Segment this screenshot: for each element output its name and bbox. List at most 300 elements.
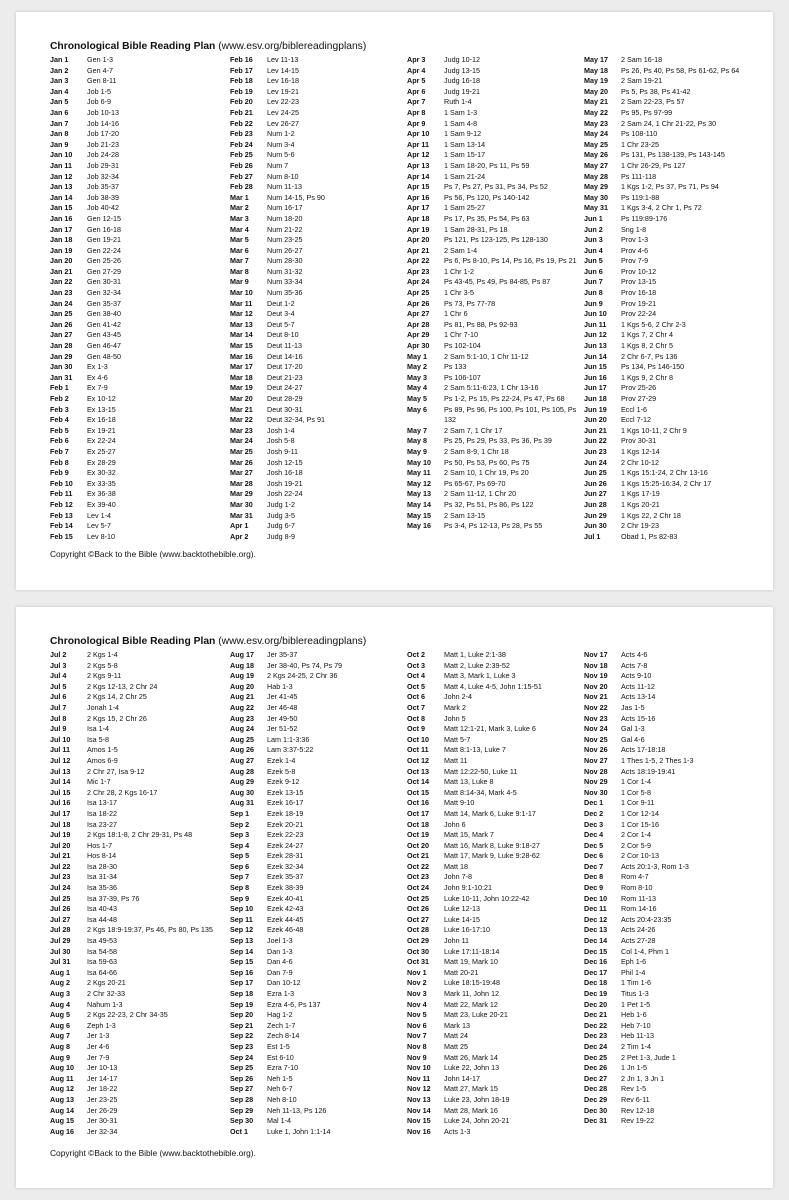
reading-entry xyxy=(50,894,228,905)
entry-date: Jul 26 xyxy=(50,904,71,914)
reading-entry xyxy=(50,809,228,820)
reading-entry xyxy=(584,1010,762,1021)
reading-entry xyxy=(50,841,228,852)
reading-entry xyxy=(50,957,228,968)
entry-reading: Ps 17, Ps 35, Ps 54, Ps 63 xyxy=(444,213,530,223)
reading-entry xyxy=(584,978,762,989)
reading-entry xyxy=(230,936,408,947)
entry-reading: Gen 12-15 xyxy=(87,213,121,223)
reading-entry xyxy=(50,904,228,915)
entry-date: Mar 13 xyxy=(230,319,253,329)
reading-entry xyxy=(407,447,585,458)
entry-date: Feb 11 xyxy=(50,489,73,499)
entry-reading: Lam 3:37-5:22 xyxy=(267,745,314,755)
entry-reading: Ps 32, Ps 51, Ps 86, Ps 122 xyxy=(444,499,534,509)
entry-reading: Deut 32-34, Ps 91 xyxy=(267,415,325,425)
reading-entry xyxy=(230,394,408,405)
entry-reading: 2 Cor 10-13 xyxy=(621,851,659,861)
entry-reading: Acts 20:1-3, Rom 1-3 xyxy=(621,861,689,871)
entry-reading: Ezek 44-45 xyxy=(267,914,304,924)
reading-entry xyxy=(50,788,228,799)
entry-date: Jul 4 xyxy=(50,671,67,681)
reading-entry xyxy=(230,1010,408,1021)
entry-date: Aug 11 xyxy=(50,1073,74,1083)
entry-date: May 20 xyxy=(584,86,608,96)
entry-date: Apr 29 xyxy=(407,330,430,340)
reading-entry xyxy=(230,415,408,426)
reading-entry xyxy=(50,1010,228,1021)
entry-date: Jul 18 xyxy=(50,819,71,829)
entry-reading: 2 Kgs 14, 2 Chr 25 xyxy=(87,692,147,702)
entry-date: Nov 27 xyxy=(584,755,608,765)
entry-reading: 1 Sam 1-3 xyxy=(444,107,478,117)
reading-entry xyxy=(50,862,228,873)
entry-date: Oct 17 xyxy=(407,808,429,818)
reading-entry xyxy=(407,76,585,87)
entry-date: Apr 10 xyxy=(407,129,430,139)
entry-reading: Deut 21-23 xyxy=(267,372,303,382)
reading-entry xyxy=(584,862,762,873)
entry-reading: Heb 1-6 xyxy=(621,1010,647,1020)
reading-entry xyxy=(50,489,228,500)
entry-reading: Jer 49-50 xyxy=(267,713,298,723)
entry-date: Sep 26 xyxy=(230,1073,254,1083)
entry-reading: Est 6-10 xyxy=(267,1052,294,1062)
reading-entry xyxy=(584,1021,762,1032)
entry-reading: 1 Kgs 5-6, 2 Chr 2-3 xyxy=(621,319,686,329)
entry-date: Jan 3 xyxy=(50,76,69,86)
entry-reading: 1 Kgs 7, 2 Chr 4 xyxy=(621,330,673,340)
entry-date: Jun 14 xyxy=(584,351,607,361)
entry-date: Nov 28 xyxy=(584,766,608,776)
entry-reading: 1 Chr 26-29, Ps 127 xyxy=(621,160,686,170)
entry-reading: Matt 4, Luke 4-5, John 1:15-51 xyxy=(444,681,542,691)
entry-date: Aug 28 xyxy=(230,766,254,776)
reading-entry xyxy=(50,989,228,1000)
reading-entry xyxy=(407,692,585,703)
reading-entry xyxy=(407,862,585,873)
reading-entry xyxy=(584,458,762,469)
reading-entry xyxy=(230,436,408,447)
reading-entry xyxy=(584,436,762,447)
entry-reading: 2 Sam 11-12, 1 Chr 20 xyxy=(444,489,517,499)
entry-reading: 1 Kgs 17-19 xyxy=(621,489,660,499)
entry-reading: Lev 19-21 xyxy=(267,86,299,96)
entry-date: Mar 2 xyxy=(230,203,249,213)
entry-date: Sep 3 xyxy=(230,830,250,840)
entry-date: Dec 12 xyxy=(584,914,608,924)
entry-reading: Isa 37-39, Ps 76 xyxy=(87,893,140,903)
entry-reading: Ezra 1-3 xyxy=(267,989,295,998)
entry-reading: Gen 4-7 xyxy=(87,65,113,75)
entry-date: Apr 17 xyxy=(407,203,430,213)
entry-reading: Num 31-32 xyxy=(267,266,303,276)
entry-date: Mar 6 xyxy=(230,245,249,255)
reading-entry xyxy=(50,714,228,725)
entry-reading: Deut 11-13 xyxy=(267,341,303,351)
entry-date: Jul 28 xyxy=(50,925,71,935)
page-title xyxy=(50,41,366,52)
entry-reading: Deut 24-27 xyxy=(267,383,303,393)
reading-entry xyxy=(407,87,585,98)
entry-reading: Gen 27-29 xyxy=(87,266,121,276)
reading-entry xyxy=(50,150,228,161)
reading-entry xyxy=(230,788,408,799)
reading-entry xyxy=(230,309,408,320)
entry-date: Feb 2 xyxy=(50,394,69,403)
entry-reading: Matt 12:22-50, Luke 11 xyxy=(444,766,518,776)
entry-date: Jan 4 xyxy=(50,86,69,96)
entry-reading: Matt 8:1-13, Luke 7 xyxy=(444,745,506,755)
reading-entry xyxy=(584,989,762,1000)
entry-reading: 2 Sam 10, 1 Chr 19, Ps 20 xyxy=(444,468,529,478)
entry-date: Jan 7 xyxy=(50,118,69,128)
reading-entry xyxy=(230,1053,408,1064)
entry-date: Nov 2 xyxy=(407,978,427,988)
reading-entry xyxy=(584,735,762,746)
entry-reading: Prov 25-26 xyxy=(621,383,657,393)
reading-entry xyxy=(50,724,228,735)
entry-reading: Num 8-10 xyxy=(267,171,299,181)
entry-reading: 2 Sam 22-23, Ps 57 xyxy=(621,97,685,107)
entry-reading: Hab 1-3 xyxy=(267,681,293,691)
page-title xyxy=(50,636,366,647)
entry-date: Jul 5 xyxy=(50,681,67,691)
entry-date: Apr 26 xyxy=(407,298,430,308)
entry-reading: Ps 6, Ps 8-10, Ps 14, Ps 16, Ps 19, Ps 21 xyxy=(444,256,577,266)
entry-reading: Ex 13-15 xyxy=(87,404,116,414)
entry-date: Sep 14 xyxy=(230,946,254,956)
entry-reading: 1 Kgs 20-21 xyxy=(621,499,660,509)
entry-date: Mar 27 xyxy=(230,468,253,478)
entry-date: Oct 14 xyxy=(407,777,429,787)
entry-date: Jun 13 xyxy=(584,341,607,351)
entry-date: Mar 28 xyxy=(230,478,253,488)
entry-reading: 2 Sam 24, 1 Chr 21-22, Ps 30 xyxy=(621,118,717,128)
entry-reading: 1 Sam 15-17 xyxy=(444,150,486,160)
entry-date: May 18 xyxy=(584,65,608,75)
entry-date: Jul 19 xyxy=(50,830,71,840)
entry-reading: Neh 11-13, Ps 126 xyxy=(267,1105,327,1115)
entry-reading: Num 5-6 xyxy=(267,150,295,160)
entry-reading: Ezra 4-6, Ps 137 xyxy=(267,999,321,1009)
reading-entry xyxy=(407,735,585,746)
entry-date: Apr 24 xyxy=(407,277,430,287)
entry-reading: Mal 1-4 xyxy=(267,1116,291,1126)
entry-reading: Jer 26-29 xyxy=(87,1105,118,1115)
entry-reading: Acts 27-28 xyxy=(621,936,656,946)
entry-reading: Lev 8-10 xyxy=(87,531,115,541)
entry-reading: Heb 7-10 xyxy=(621,1020,651,1030)
entry-date: Dec 16 xyxy=(584,957,608,967)
entry-reading: Zeph 1-3 xyxy=(87,1020,116,1030)
entry-reading: Jer 32-34 xyxy=(87,1126,118,1136)
reading-entry xyxy=(584,394,762,405)
reading-entry xyxy=(584,468,762,479)
entry-reading: Rom 14-16 xyxy=(621,904,657,914)
reading-entry xyxy=(230,989,408,1000)
entry-date: Sep 19 xyxy=(230,999,254,1009)
entry-reading: Ps 73, Ps 77-78 xyxy=(444,298,496,308)
entry-reading: 1 Cor 9-11 xyxy=(621,798,655,808)
entry-reading: Lev 26-27 xyxy=(267,118,299,128)
reading-column-1 xyxy=(50,55,228,542)
entry-date: Oct 29 xyxy=(407,936,429,946)
reading-entry xyxy=(584,532,762,543)
entry-reading: Luke 22, John 13 xyxy=(444,1063,500,1073)
reading-entry xyxy=(584,947,762,958)
entry-date: Jul 27 xyxy=(50,914,71,924)
entry-reading: Deut 30-31 xyxy=(267,404,303,414)
entry-date: Oct 5 xyxy=(407,681,425,691)
entry-reading: Ps 1-2, Ps 15, Ps 22-24, Ps 47, Ps 68 xyxy=(444,394,565,403)
reading-entry xyxy=(407,714,585,725)
entry-reading: Job 21-23 xyxy=(87,139,119,149)
reading-entry xyxy=(407,1127,585,1138)
reading-entry xyxy=(407,172,585,183)
reading-entry xyxy=(50,172,228,183)
entry-date: Nov 12 xyxy=(407,1084,431,1094)
entry-reading: Isa 28-30 xyxy=(87,861,117,871)
reading-entry xyxy=(50,373,228,384)
entry-date: Jan 27 xyxy=(50,330,73,340)
entry-reading: Matt 9-10 xyxy=(444,798,475,808)
reading-entry xyxy=(584,172,762,183)
entry-date: Nov 16 xyxy=(407,1126,431,1136)
entry-reading: Rev 1-5 xyxy=(621,1084,647,1094)
entry-date: Dec 24 xyxy=(584,1041,608,1051)
entry-date: Oct 1 xyxy=(230,1126,248,1136)
entry-date: Jun 7 xyxy=(584,277,603,287)
entry-date: Mar 22 xyxy=(230,415,253,425)
entry-reading: Prov 4-6 xyxy=(621,245,649,255)
entry-date: Mar 26 xyxy=(230,457,253,467)
entry-reading: Job 32-34 xyxy=(87,171,119,181)
reading-entry xyxy=(230,851,408,862)
reading-entry xyxy=(407,788,585,799)
reading-entry xyxy=(50,341,228,352)
entry-reading: 2 Chr 32-33 xyxy=(87,989,125,998)
entry-date: Aug 27 xyxy=(230,755,254,765)
reading-entry xyxy=(230,809,408,820)
entry-reading: 2 Chr 27, Isa 9-12 xyxy=(87,766,145,776)
reading-entry xyxy=(584,489,762,500)
reading-entry xyxy=(407,894,585,905)
entry-date: Nov 19 xyxy=(584,671,608,681)
reading-entry xyxy=(230,479,408,490)
entry-reading: John 11 xyxy=(444,936,470,946)
entry-date: Nov 11 xyxy=(407,1073,431,1083)
reading-entry xyxy=(407,1095,585,1106)
entry-reading: Josh 22-24 xyxy=(267,489,303,499)
reading-entry xyxy=(230,1063,408,1074)
entry-date: Feb 25 xyxy=(230,150,253,160)
entry-reading: Prov 10-12 xyxy=(621,266,657,276)
entry-reading: Josh 16-18 xyxy=(267,468,303,478)
entry-date: Feb 27 xyxy=(230,171,253,181)
entry-reading: Acts 18:19-19:41 xyxy=(621,766,676,776)
entry-date: Sep 5 xyxy=(230,851,250,861)
entry-reading: 2 Kgs 20-21 xyxy=(87,978,126,988)
entry-reading: 1 Kgs 8, 2 Chr 5 xyxy=(621,341,673,351)
entry-reading: John 2-4 xyxy=(444,692,472,702)
entry-date: Jul 9 xyxy=(50,724,67,734)
reading-entry xyxy=(407,383,585,394)
reading-entry xyxy=(50,383,228,394)
reading-entry xyxy=(584,883,762,894)
entry-date: Jul 6 xyxy=(50,692,67,702)
entry-reading: Ps 133 xyxy=(444,362,467,372)
entry-date: Dec 27 xyxy=(584,1073,608,1083)
entry-date: Mar 20 xyxy=(230,394,253,403)
entry-reading: Ex 39-40 xyxy=(87,499,116,509)
entry-date: Sep 8 xyxy=(230,883,250,893)
entry-reading: John 6 xyxy=(444,819,466,829)
entry-reading: Prov 19-21 xyxy=(621,298,657,308)
entry-date: Dec 2 xyxy=(584,808,604,818)
entry-reading: Isa 23-27 xyxy=(87,819,117,829)
entry-date: Jan 24 xyxy=(50,298,73,308)
entry-reading: Lev 1-4 xyxy=(87,510,111,520)
reading-entry xyxy=(584,383,762,394)
reading-entry xyxy=(50,479,228,490)
entry-reading: Mark 13 xyxy=(444,1020,470,1030)
reading-entry xyxy=(50,798,228,809)
entry-reading: Acts 9-10 xyxy=(621,671,652,681)
entry-reading: 2 Chr 28, 2 Kgs 16-17 xyxy=(87,787,158,797)
reading-entry xyxy=(584,500,762,511)
reading-entry xyxy=(584,119,762,130)
entry-date: Jan 14 xyxy=(50,192,73,202)
reading-entry xyxy=(50,511,228,522)
reading-entry xyxy=(50,447,228,458)
entry-reading: 2 Sam 8-9, 1 Chr 18 xyxy=(444,446,509,456)
entry-reading: Neh 6-7 xyxy=(267,1084,293,1094)
entry-reading: Job 29-31 xyxy=(87,160,119,170)
entry-reading: 2 Sam 1-4 xyxy=(444,245,478,255)
reading-entry xyxy=(584,55,762,66)
entry-date: Apr 19 xyxy=(407,224,430,234)
entry-date: Apr 5 xyxy=(407,76,426,86)
entry-date: Aug 15 xyxy=(50,1116,74,1126)
entry-reading: Ps 134, Ps 146-150 xyxy=(621,362,685,372)
entry-reading: Job 10-13 xyxy=(87,107,119,117)
entry-reading: Luke 23, John 18-19 xyxy=(444,1094,510,1104)
entry-reading: 2 Kgs 24-25, 2 Chr 36 xyxy=(267,671,338,681)
entry-date: Jun 4 xyxy=(584,245,603,255)
entry-reading: 1 Sam 4-8 xyxy=(444,118,478,128)
entry-reading: Ps 25, Ps 29, Ps 33, Ps 36, Ps 39 xyxy=(444,436,552,446)
reading-entry xyxy=(584,1000,762,1011)
reading-entry xyxy=(50,703,228,714)
reading-entry xyxy=(230,724,408,735)
entry-date: May 16 xyxy=(407,521,431,531)
reading-entry xyxy=(230,225,408,236)
entry-reading: Ezek 32-34 xyxy=(267,861,304,871)
reading-entry xyxy=(407,256,585,267)
entry-reading: 1 Sam 21-24 xyxy=(444,171,486,181)
entry-date: Feb 4 xyxy=(50,415,69,425)
entry-reading: Isa 13-17 xyxy=(87,798,117,808)
reading-entry xyxy=(584,352,762,363)
entry-reading: Matt 11 xyxy=(444,755,468,765)
entry-date: Dec 30 xyxy=(584,1105,608,1115)
entry-reading: Jer 1-3 xyxy=(87,1031,110,1041)
entry-reading: 1 Kgs 10-11, 2 Chr 9 xyxy=(621,425,687,435)
reading-entry xyxy=(584,150,762,161)
reading-entry xyxy=(230,203,408,214)
entry-reading: Josh 19-21 xyxy=(267,478,303,488)
entry-reading: Ps 7, Ps 27, Ps 31, Ps 34, Ps 52 xyxy=(444,182,548,192)
entry-date: Oct 16 xyxy=(407,798,429,808)
reading-entry xyxy=(50,925,228,936)
entry-reading: Num 14-15, Ps 90 xyxy=(267,192,325,202)
entry-date: Aug 9 xyxy=(50,1052,70,1062)
entry-date: Nov 22 xyxy=(584,702,608,712)
entry-date: Jun 2 xyxy=(584,224,603,234)
reading-entry xyxy=(407,883,585,894)
page-title-url: (www.esv.org/biblereadingplans) xyxy=(218,636,367,647)
entry-date: Aug 29 xyxy=(230,777,254,787)
entry-date: Oct 28 xyxy=(407,925,429,935)
entry-date: May 29 xyxy=(584,182,608,192)
entry-date: Jul 12 xyxy=(50,755,71,765)
entry-date: Oct 22 xyxy=(407,861,429,871)
reading-entry xyxy=(584,1074,762,1085)
reading-entry xyxy=(230,957,408,968)
entry-date: Dec 17 xyxy=(584,967,608,977)
reading-entry xyxy=(407,140,585,151)
reading-entry xyxy=(50,767,228,778)
entry-date: Jul 17 xyxy=(50,808,71,818)
reading-column-2 xyxy=(230,650,408,1137)
reading-entry xyxy=(230,140,408,151)
entry-reading: Deut 17-20 xyxy=(267,362,303,372)
entry-reading: Eccl 7-12 xyxy=(621,415,651,425)
reading-entry xyxy=(50,661,228,672)
entry-reading: 2 Chr 10-12 xyxy=(621,457,659,467)
reading-entry xyxy=(230,947,408,958)
reading-entry xyxy=(50,1000,228,1011)
entry-date: Oct 25 xyxy=(407,893,429,903)
reading-entry xyxy=(407,756,585,767)
entry-reading: Num 26-27 xyxy=(267,245,303,255)
entry-reading: Zech 8-14 xyxy=(267,1031,300,1041)
entry-reading: Ps 56, Ps 120, Ps 140-142 xyxy=(444,192,530,202)
entry-reading: Ex 33-35 xyxy=(87,478,116,488)
reading-entry xyxy=(230,150,408,161)
entry-date: Mar 31 xyxy=(230,510,253,520)
entry-date: Dec 31 xyxy=(584,1116,608,1126)
entry-reading: 1 Chr 6 xyxy=(444,309,468,319)
reading-entry xyxy=(407,129,585,140)
reading-entry xyxy=(407,193,585,204)
reading-entry xyxy=(230,511,408,522)
entry-reading: Isa 31-34 xyxy=(87,872,117,882)
entry-reading: Job 17-20 xyxy=(87,129,119,139)
entry-date: May 22 xyxy=(584,107,608,117)
entry-reading: Isa 5-8 xyxy=(87,734,109,744)
entry-date: Oct 27 xyxy=(407,914,429,924)
entry-reading: Gen 43-45 xyxy=(87,330,121,340)
entry-date: Nov 29 xyxy=(584,777,608,787)
entry-date: Nov 18 xyxy=(584,660,608,670)
entry-reading: 1 Thes 1-5, 2 Thes 1-3 xyxy=(621,755,694,765)
reading-entry xyxy=(407,777,585,788)
entry-reading: 2 Cor 5-9 xyxy=(621,840,651,850)
entry-reading: 1 Chr 23-25 xyxy=(621,139,659,149)
reading-entry xyxy=(50,692,228,703)
